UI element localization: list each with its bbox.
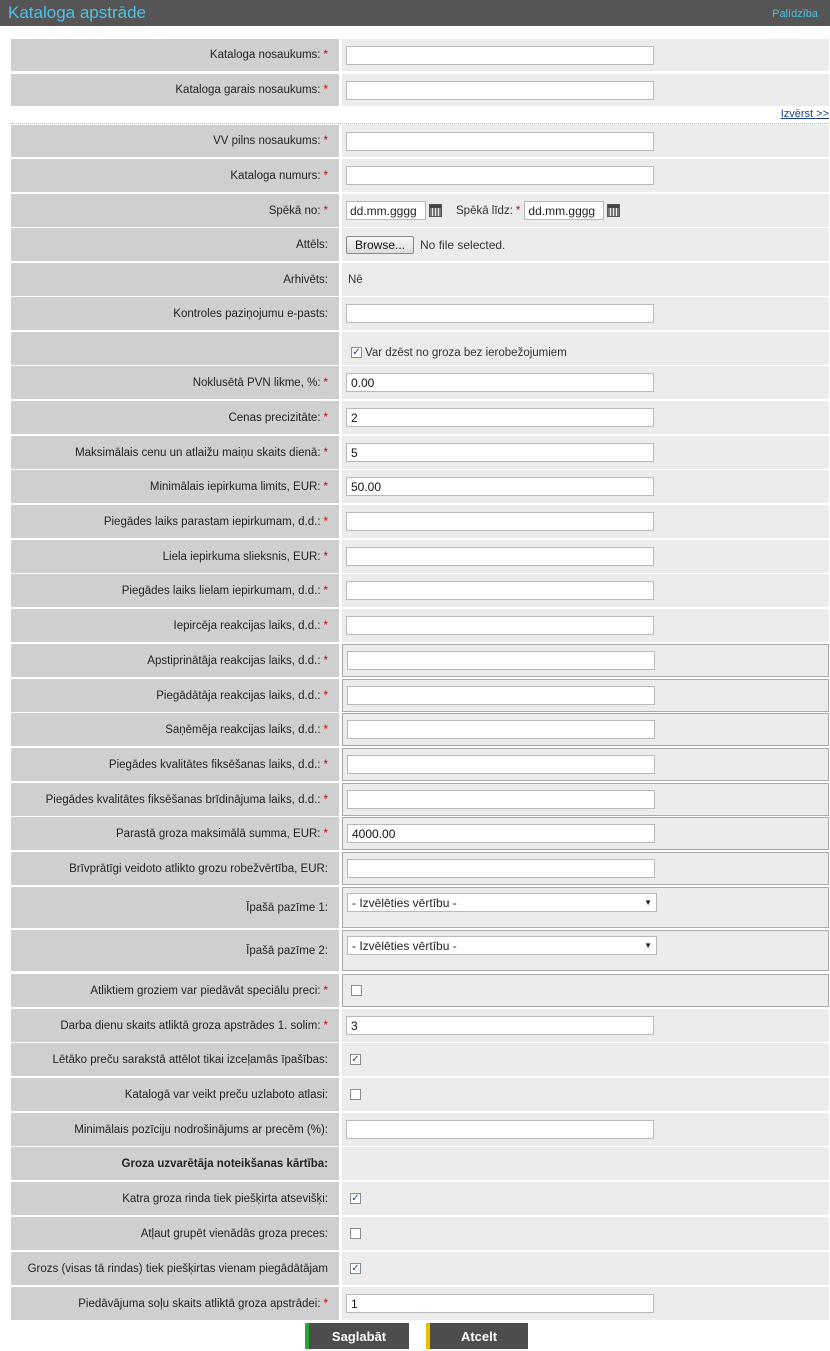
parasta-groza-maksimala-summa-eur-20-input[interactable]: 4000.00 bbox=[347, 824, 655, 843]
valid-to-label-text: Spēkā līdz: bbox=[456, 204, 513, 217]
field-value-cell bbox=[342, 609, 829, 642]
field-label-text: Kontroles paziņojumu e-pasts: bbox=[173, 307, 328, 320]
piegadataja-reakcijas-laiks-d-d-16-input[interactable] bbox=[347, 686, 655, 705]
field-value-cell bbox=[342, 748, 829, 781]
required-mark: * bbox=[323, 619, 328, 632]
form-row bbox=[11, 194, 829, 227]
expand-row bbox=[11, 106, 829, 124]
letako-precu-saraksta-attelot-tikai-izcelamas-ipasibas-26-checkbox[interactable]: ✓ bbox=[351, 1053, 360, 1065]
form-row bbox=[11, 125, 829, 157]
field-label bbox=[11, 1182, 339, 1215]
required-mark: * bbox=[515, 204, 521, 217]
form-row bbox=[11, 228, 829, 261]
field-value-cell bbox=[342, 644, 829, 677]
required-mark: * bbox=[323, 654, 328, 667]
required-mark: * bbox=[323, 411, 328, 424]
field-label bbox=[11, 1147, 339, 1180]
kataloga-var-veikt-precu-uzlaboto-atlasi-27-checkbox[interactable] bbox=[350, 1089, 361, 1100]
field-label bbox=[11, 679, 339, 712]
field-value-cell bbox=[342, 228, 829, 261]
field-value-cell bbox=[342, 713, 829, 746]
form-row bbox=[11, 39, 829, 71]
delete-unrestricted-checkbox[interactable]: ✓ bbox=[352, 346, 361, 358]
piegades-laiks-parastam-iepirkumam-d-d-11-input[interactable] bbox=[346, 512, 654, 531]
field-label bbox=[11, 470, 339, 503]
field-value-cell bbox=[342, 436, 829, 469]
field-label bbox=[11, 540, 339, 573]
page-header bbox=[0, 0, 830, 26]
field-label-text: Atļaut grupēt vienādās groza preces: bbox=[140, 1227, 328, 1240]
form-row bbox=[11, 1078, 829, 1111]
field-value-cell bbox=[342, 1009, 829, 1042]
valid-to-label bbox=[456, 205, 520, 217]
field-label-text: Piegādes laiks lielam iepirkumam, d.d.: bbox=[121, 584, 321, 597]
field-label bbox=[11, 974, 339, 1007]
form-row bbox=[11, 852, 829, 885]
field-value-cell bbox=[342, 125, 829, 157]
field-label bbox=[11, 748, 339, 781]
required-mark: * bbox=[323, 49, 328, 61]
brivpratigi-veidoto-atlikto-grozu-robezvertiba-eur-21-input[interactable] bbox=[347, 859, 655, 878]
field-value-cell bbox=[342, 505, 829, 538]
field-label bbox=[11, 609, 339, 642]
field-label-text: Noklusētā PVN likme, %: bbox=[192, 376, 321, 389]
field-label bbox=[11, 74, 339, 106]
field-value-cell bbox=[342, 1078, 829, 1111]
piedavajuma-solu-skaits-atlikta-groza-apstradei-33-input[interactable]: 1 bbox=[346, 1294, 654, 1313]
required-mark: * bbox=[323, 515, 328, 528]
cenas-precizitate-8-input[interactable]: 2 bbox=[346, 408, 654, 427]
field-label bbox=[11, 332, 339, 365]
field-value-cell bbox=[342, 74, 829, 106]
field-label-text: Piegādes kvalitātes fiksēšanas laiks, d.d.: bbox=[108, 758, 321, 771]
required-mark: * bbox=[323, 135, 328, 147]
field-value-cell bbox=[342, 540, 829, 573]
required-mark: * bbox=[323, 758, 328, 771]
calendar-icon[interactable] bbox=[429, 204, 442, 217]
required-mark: * bbox=[323, 550, 328, 563]
field-label bbox=[11, 297, 339, 330]
field-value-cell bbox=[342, 574, 829, 607]
valid-to-input[interactable]: dd.mm.gggg bbox=[524, 201, 604, 220]
kontroles-pazinojumu-e-pasts-5-input[interactable] bbox=[346, 304, 654, 323]
required-mark: * bbox=[323, 827, 328, 840]
field-value-cell bbox=[342, 470, 829, 503]
form-row bbox=[11, 1113, 829, 1146]
field-value-cell bbox=[342, 974, 829, 1007]
field-label bbox=[11, 817, 339, 850]
field-label-text: Spēkā no: bbox=[268, 204, 321, 217]
form-row bbox=[11, 1147, 829, 1180]
form-row bbox=[11, 401, 829, 434]
form-row bbox=[11, 436, 829, 469]
valid-from-input[interactable]: dd.mm.gggg bbox=[346, 201, 426, 220]
checkbox-label: Var dzēst no groza bez ierobežojumiem bbox=[365, 346, 567, 359]
expand-link[interactable]: Izvērst >> bbox=[780, 108, 829, 120]
form-row bbox=[11, 748, 829, 781]
ipasa-pazime-2-23-select[interactable] bbox=[347, 936, 657, 955]
required-mark: * bbox=[323, 446, 328, 459]
field-label bbox=[11, 505, 339, 538]
required-mark: * bbox=[323, 480, 328, 493]
field-value-cell bbox=[342, 194, 829, 227]
form-row bbox=[11, 713, 829, 746]
field-value-cell bbox=[342, 930, 829, 971]
maksimalais-cenu-un-atlaizu-mainu-skaits-diena-9-input[interactable]: 5 bbox=[346, 443, 654, 462]
field-label-text: Arhivēts: bbox=[283, 273, 328, 286]
field-label bbox=[11, 1078, 339, 1111]
required-mark: * bbox=[323, 84, 328, 96]
field-label bbox=[11, 159, 339, 192]
form-row bbox=[11, 1287, 829, 1320]
form-row bbox=[11, 609, 829, 642]
field-label-text: Piegādātāja reakcijas laiks, d.d.: bbox=[156, 689, 321, 702]
file-status: No file selected. bbox=[420, 237, 506, 252]
field-label-text: VV pilns nosaukums: bbox=[213, 135, 321, 147]
field-value-cell bbox=[342, 1043, 829, 1076]
form-row bbox=[11, 783, 829, 816]
form-row bbox=[11, 74, 829, 106]
form-row bbox=[11, 1182, 829, 1215]
field-label bbox=[11, 366, 339, 399]
iepirceja-reakcijas-laiks-d-d-14-input[interactable] bbox=[346, 616, 654, 635]
field-label-text: Piedāvājuma soļu skaits atliktā groza apstrādei: bbox=[78, 1297, 321, 1310]
required-mark: * bbox=[323, 169, 328, 182]
form-row bbox=[11, 540, 829, 573]
field-label-text: Katalogā var veikt preču uzlaboto atlasi: bbox=[124, 1088, 328, 1101]
field-label bbox=[11, 263, 339, 296]
field-label bbox=[11, 1009, 339, 1042]
minimalais-poziciju-nodrosinajums-ar-precem-28-input[interactable] bbox=[346, 1120, 654, 1139]
form-row bbox=[11, 974, 829, 1007]
field-label-text: Īpašā pazīme 2: bbox=[246, 944, 328, 957]
field-label bbox=[11, 1287, 339, 1320]
field-value-cell bbox=[342, 679, 829, 712]
field-label bbox=[11, 852, 339, 885]
field-label bbox=[11, 436, 339, 469]
field-value-cell bbox=[342, 297, 829, 330]
field-value-cell bbox=[342, 39, 829, 71]
field-label-text: Apstiprinātāja reakcijas laiks, d.d.: bbox=[147, 654, 321, 667]
field-value-cell bbox=[342, 401, 829, 434]
field-label-text: Liela iepirkuma slieksnis, EUR: bbox=[162, 550, 321, 563]
atlaut-grupet-vienadas-groza-preces-31-checkbox[interactable] bbox=[350, 1228, 361, 1239]
page-title: Kataloga apstrāde bbox=[8, 3, 146, 22]
nokluseta-pvn-likme-7-input[interactable]: 0.00 bbox=[346, 373, 654, 392]
kataloga-numurs-1-input[interactable] bbox=[346, 166, 654, 185]
browse-button[interactable]: Browse... bbox=[346, 236, 414, 254]
form-row bbox=[11, 817, 829, 850]
required-mark: * bbox=[323, 376, 328, 389]
form-row bbox=[11, 1009, 829, 1042]
field-value-cell bbox=[342, 1217, 829, 1250]
piegades-kvalitates-fiksesanas-bridinajuma-laiks-d-d-19-input[interactable] bbox=[347, 790, 655, 809]
select-value: - Izvēlēties vērtību - bbox=[352, 938, 457, 953]
field-label bbox=[11, 228, 339, 261]
field-label-text: Minimālais iepirkuma limits, EUR: bbox=[149, 480, 321, 493]
field-label-text: Saņēmēja reakcijas laiks, d.d.: bbox=[165, 723, 321, 736]
chevron-down-icon: ▼ bbox=[644, 898, 652, 907]
field-value-cell bbox=[342, 1113, 829, 1146]
field-value-cell bbox=[342, 783, 829, 816]
field-label bbox=[11, 39, 339, 71]
minimalais-iepirkuma-limits-eur-10-input[interactable]: 50.00 bbox=[346, 477, 654, 496]
piegades-laiks-lielam-iepirkumam-d-d-13-input[interactable] bbox=[346, 581, 654, 600]
field-label-text: Grozs (visas tā rindas) tiek piešķirtas vienam piegādātājam bbox=[27, 1262, 328, 1275]
field-label bbox=[11, 713, 339, 746]
calendar-icon[interactable] bbox=[607, 204, 620, 217]
field-label bbox=[11, 930, 339, 971]
form-row bbox=[11, 930, 829, 971]
field-label-text: Brīvprātīgi veidoto atlikto grozu robežvērtība, EUR: bbox=[69, 862, 328, 875]
field-label-text: Kataloga garais nosaukums: bbox=[175, 84, 321, 96]
kataloga-nosaukums-0-input[interactable] bbox=[346, 46, 654, 65]
field-label-text: Minimālais pozīciju nodrošinājums ar precēm (%): bbox=[74, 1123, 328, 1136]
field-label bbox=[11, 1252, 339, 1285]
field-label-text: Parastā groza maksimālā summa, EUR: bbox=[116, 827, 321, 840]
form-row bbox=[11, 1252, 829, 1285]
form-row bbox=[11, 366, 829, 399]
select-value: - Izvēlēties vērtību - bbox=[352, 895, 457, 910]
field-label bbox=[11, 1043, 339, 1076]
field-value-cell bbox=[342, 817, 829, 850]
field-label bbox=[11, 644, 339, 677]
form-row bbox=[11, 159, 829, 192]
field-label bbox=[11, 887, 339, 928]
field-label-text: Darba dienu skaits atliktā groza apstrādes 1. solim: bbox=[60, 1019, 321, 1032]
required-mark: * bbox=[323, 204, 328, 217]
field-label-text: Kataloga nosaukums: bbox=[209, 49, 321, 61]
field-label-text: Cenas precizitāte: bbox=[228, 411, 321, 424]
ipasa-pazime-1-22-select[interactable] bbox=[347, 893, 657, 912]
field-label-text: Piegādes laiks parastam iepirkumam, d.d.: bbox=[103, 515, 321, 528]
form-row bbox=[11, 1043, 829, 1076]
chevron-down-icon: ▼ bbox=[644, 941, 652, 950]
field-label-text: Piegādes kvalitātes fiksēšanas brīdinājuma laiks, d.d.: bbox=[45, 793, 321, 806]
field-label bbox=[11, 125, 339, 157]
required-mark: * bbox=[323, 984, 328, 997]
field-value-cell bbox=[342, 1182, 829, 1215]
form-row bbox=[11, 470, 829, 503]
help-link[interactable]: Palīdzība bbox=[772, 8, 818, 20]
field-value-cell bbox=[342, 159, 829, 192]
save-button[interactable]: Saglabāt bbox=[305, 1323, 409, 1349]
darba-dienu-skaits-atlikta-groza-apstrades-1-solim-25-input[interactable]: 3 bbox=[346, 1016, 654, 1035]
form-row bbox=[11, 263, 829, 296]
required-mark: * bbox=[323, 584, 328, 597]
field-label bbox=[11, 1217, 339, 1250]
required-mark: * bbox=[323, 689, 328, 702]
form-row bbox=[11, 644, 829, 677]
required-mark: * bbox=[323, 1019, 328, 1032]
field-label-text: Groza uzvarētāja noteikšanas kārtība: bbox=[121, 1157, 328, 1170]
required-mark: * bbox=[323, 723, 328, 736]
atliktiem-groziem-var-piedavat-specialu-preci-24-checkbox[interactable] bbox=[351, 985, 362, 996]
field-label-text: Katra groza rinda tiek piešķirta atsevišķi: bbox=[122, 1192, 328, 1205]
apstiprinataja-reakcijas-laiks-d-d-15-input[interactable] bbox=[347, 651, 655, 670]
field-label-text: Maksimālais cenu un atlaižu maiņu skaits dienā: bbox=[75, 446, 321, 459]
field-label-text: Attēls: bbox=[296, 238, 328, 251]
field-label bbox=[11, 194, 339, 227]
liela-iepirkuma-slieksnis-eur-12-input[interactable] bbox=[346, 547, 654, 566]
vv-pilns-nosaukums-0-input[interactable] bbox=[346, 132, 654, 151]
field-label-text: Atliktiem groziem var piedāvāt speciālu preci: bbox=[90, 984, 321, 997]
sanemeja-reakcijas-laiks-d-d-17-input[interactable] bbox=[347, 720, 655, 739]
required-mark: * bbox=[323, 793, 328, 806]
grozs-visas-ta-rindas-tiek-pieskirtas-vienam-piegadatajam-32-checkbox[interactable]: ✓ bbox=[351, 1262, 360, 1274]
field-value-cell bbox=[342, 366, 829, 399]
form-row bbox=[11, 574, 829, 607]
field-label bbox=[11, 574, 339, 607]
piegades-kvalitates-fiksesanas-laiks-d-d-18-input[interactable] bbox=[347, 755, 655, 774]
katra-groza-rinda-tiek-pieskirta-atseviski-30-checkbox[interactable]: ✓ bbox=[351, 1192, 360, 1204]
form-row bbox=[11, 297, 829, 330]
field-value-cell bbox=[342, 852, 829, 885]
form-row bbox=[11, 505, 829, 538]
form-row bbox=[11, 1217, 829, 1250]
field-label bbox=[11, 401, 339, 434]
field-label-text: Īpašā pazīme 1: bbox=[246, 901, 328, 914]
field-label-text: Iepircēja reakcijas laiks, d.d.: bbox=[173, 619, 321, 632]
field-value-cell bbox=[342, 263, 829, 296]
field-label-text: Lētāko preču sarakstā attēlot tikai izceļamās īpašības: bbox=[52, 1053, 328, 1066]
required-mark: * bbox=[323, 1297, 328, 1310]
field-label bbox=[11, 783, 339, 816]
field-value-cell bbox=[342, 887, 829, 928]
field-value-cell bbox=[342, 332, 829, 365]
kataloga-garais-nosaukums-1-input[interactable] bbox=[346, 81, 654, 100]
field-value-cell bbox=[342, 1287, 829, 1320]
field-label-text: Kataloga numurs: bbox=[230, 169, 321, 182]
field-value-cell bbox=[342, 1252, 829, 1285]
field-label bbox=[11, 1113, 339, 1146]
field-value-cell bbox=[342, 1147, 829, 1180]
form-row bbox=[11, 887, 829, 928]
form-row bbox=[11, 332, 829, 365]
form-row bbox=[11, 679, 829, 712]
arhivets-4-value: Nē bbox=[348, 273, 363, 286]
cancel-button[interactable]: Atcelt bbox=[426, 1323, 528, 1349]
